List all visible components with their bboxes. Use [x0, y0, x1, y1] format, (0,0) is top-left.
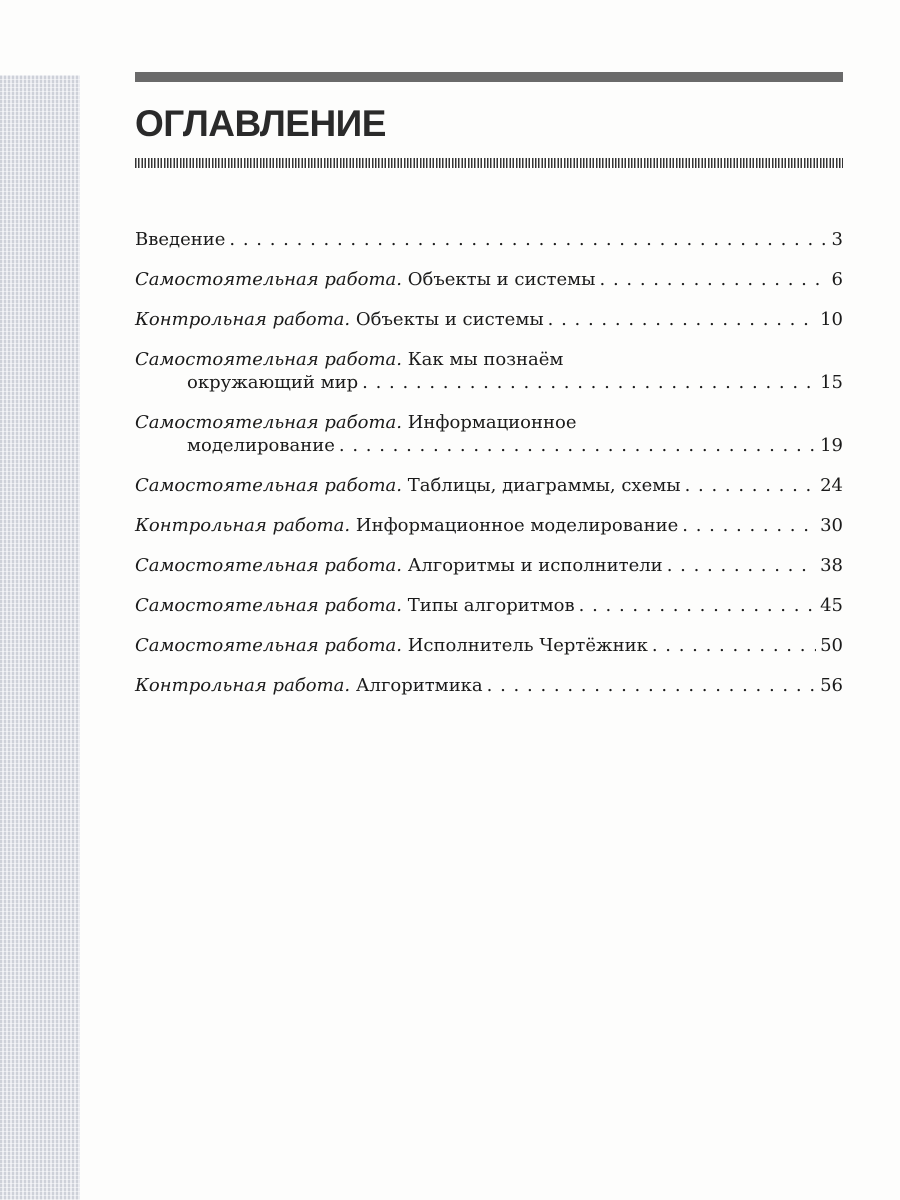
entry-type: Самостоятельная работа.	[135, 269, 402, 290]
entry-title-cont: моделирование	[187, 435, 335, 456]
entry-title: Таблицы, диаграммы, схемы	[407, 475, 681, 496]
entry-title: Как мы познаём	[407, 349, 564, 370]
toc-entry[interactable]	[135, 634, 843, 657]
dot-leader	[682, 514, 816, 537]
dot-leader	[667, 554, 816, 577]
header-bar	[135, 72, 843, 82]
entry-title: Информационное моделирование	[355, 515, 679, 536]
toc-entry[interactable]	[135, 348, 843, 394]
page-title: ОГЛАВЛЕНИЕ	[135, 103, 386, 144]
dot-leader	[339, 434, 816, 457]
toc-entry[interactable]	[135, 674, 843, 697]
entry-page: 3	[831, 229, 843, 250]
dot-leader	[600, 268, 828, 291]
heading-rule	[135, 158, 843, 168]
entry-page: 15	[820, 372, 843, 393]
dot-leader	[652, 634, 816, 657]
entry-title: Типы алгоритмов	[407, 595, 575, 616]
entry-title-cont: окружающий мир	[187, 372, 359, 393]
toc-entry[interactable]	[135, 411, 843, 457]
entry-type: Контрольная работа.	[135, 309, 351, 330]
toc-entry[interactable]	[135, 554, 843, 577]
dot-leader	[487, 674, 816, 697]
dot-leader	[229, 228, 827, 251]
entry-type: Самостоятельная работа.	[135, 595, 402, 616]
entry-page: 38	[820, 555, 843, 576]
toc-entry[interactable]	[135, 474, 843, 497]
toc-entry[interactable]	[135, 268, 843, 291]
entry-type: Самостоятельная работа.	[135, 349, 402, 370]
entry-title: Объекты и системы	[355, 309, 544, 330]
entry-title: Объекты и системы	[407, 269, 596, 290]
entry-type: Контрольная работа.	[135, 675, 351, 696]
dot-leader	[548, 308, 816, 331]
dot-leader	[362, 371, 816, 394]
toc-entry[interactable]	[135, 308, 843, 331]
entry-title: Алгоритмика	[355, 675, 483, 696]
entry-page: 56	[820, 675, 843, 696]
toc-entry[interactable]	[135, 594, 843, 617]
entry-page: 30	[820, 515, 843, 536]
entry-title: Алгоритмы и исполнители	[407, 555, 663, 576]
entry-type: Самостоятельная работа.	[135, 475, 402, 496]
entry-type: Самостоятельная работа.	[135, 412, 402, 433]
entry-type: Самостоятельная работа.	[135, 555, 402, 576]
entry-page: 6	[831, 269, 843, 290]
table-of-contents	[135, 228, 843, 714]
dot-leader	[685, 474, 817, 497]
page-edge-strip	[0, 75, 80, 1200]
entry-type: Самостоятельная работа.	[135, 635, 402, 656]
toc-entry[interactable]	[135, 228, 843, 251]
entry-page: 24	[820, 475, 843, 496]
entry-title: Исполнитель Чертёжник	[407, 635, 648, 656]
entry-type: Контрольная работа.	[135, 515, 351, 536]
entry-page: 10	[820, 309, 843, 330]
entry-title: Введение	[135, 229, 226, 250]
toc-entry[interactable]	[135, 514, 843, 537]
entry-page: 50	[820, 635, 843, 656]
dot-leader	[579, 594, 816, 617]
entry-page: 45	[820, 595, 843, 616]
entry-page: 19	[820, 435, 843, 456]
entry-title: Информационное	[407, 412, 577, 433]
